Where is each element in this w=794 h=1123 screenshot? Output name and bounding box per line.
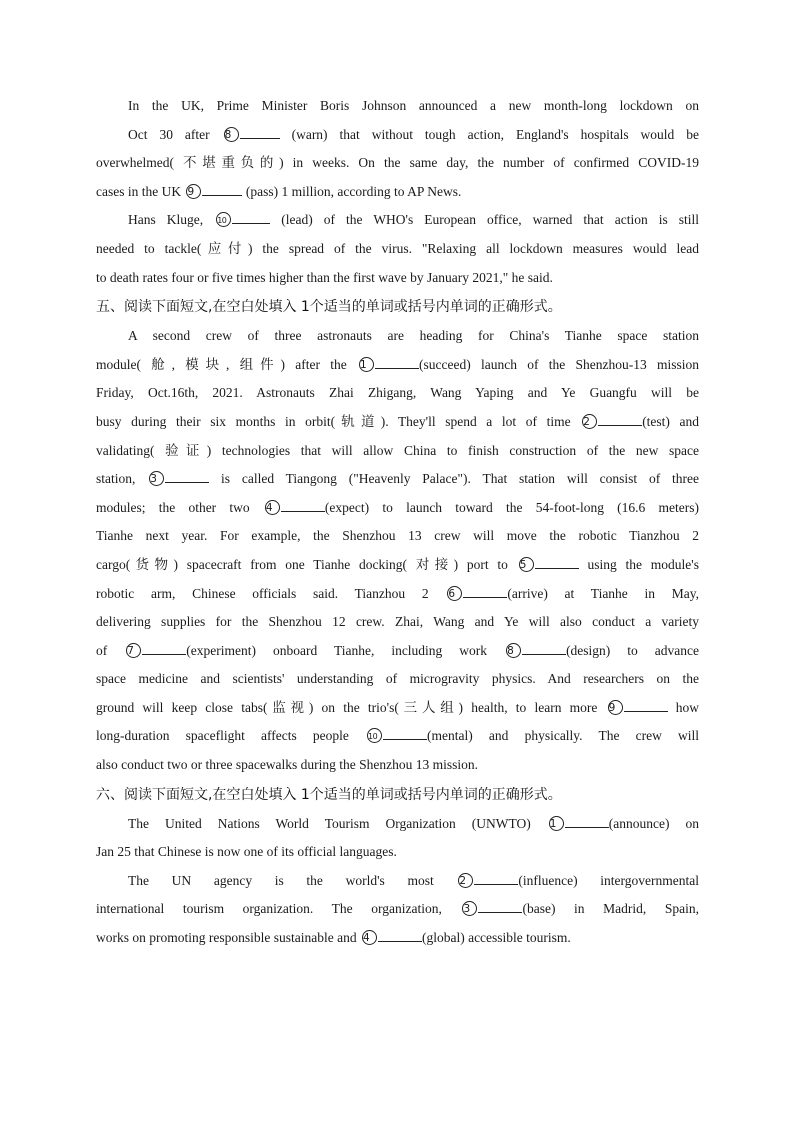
section-5-paragraph [96, 351, 699, 780]
section-6-paragraph-1-cont [96, 838, 699, 867]
text-segment: ground will keep close tabs(监视) on the trio's(三人组) health, to learn more [96, 699, 598, 715]
text-segment: (expect) to launch toward the 54-foot-long (16.6 meters) [324, 499, 700, 515]
paragraph-uk-lockdown [96, 92, 699, 149]
paragraph-who [96, 206, 699, 235]
blank-number-1: 1 [549, 816, 564, 831]
answer-blank-1[interactable] [565, 813, 609, 828]
text-segment: busy during their six months in orbit(轨道). They'll spend a lot of time [96, 413, 571, 429]
text-line [96, 895, 699, 924]
text-segment: (influence) intergovernmental [518, 872, 699, 888]
text-line [96, 465, 699, 494]
worksheet-page [96, 92, 699, 953]
text-line [96, 637, 699, 666]
text-segment: station, [96, 471, 136, 487]
text-line [128, 867, 699, 896]
text-segment: (test) and [642, 413, 700, 429]
text-segment: (pass) 1 million, according to AP News. [245, 183, 462, 199]
section-6-paragraph-1 [96, 810, 699, 839]
text-line: Tianhe next year. For example, the Shenzhou 13 crew will move the robotic Tianzhou 2 [96, 528, 699, 544]
text-line [128, 810, 699, 839]
text-segment: modules; the other two [96, 499, 250, 515]
text-line [96, 694, 699, 723]
answer-blank-9[interactable] [202, 181, 242, 196]
text-segment: cargo(货物) spacecraft from one Tianhe docking( 对接) port to [96, 556, 508, 572]
answer-blank-7[interactable] [142, 640, 186, 655]
text-segment: of [96, 642, 108, 658]
blank-number-2: 2 [458, 873, 473, 888]
paragraph-who-cont [96, 235, 699, 292]
text-line: delivering supplies for the Shenzhou 12 crew. Zhai, Wang and Ye will also conduct a variety [96, 614, 699, 630]
text-segment: using the module's [587, 556, 699, 572]
blank-number-3: 3 [149, 471, 164, 486]
text-line: needed to tackle(应付) the spread of the virus. "Relaxing all lockdown measures would lead [96, 240, 699, 256]
text-line: space medicine and scientists' understanding of microgravity physics. And researchers on the [96, 671, 699, 687]
blank-number-6: 6 [447, 586, 462, 601]
paragraph-uk-lockdown-cont [96, 149, 699, 206]
text-segment: (global) accessible tourism. [421, 930, 571, 946]
text-line [96, 178, 699, 207]
text-line: Jan 25 that Chinese is now one of its official languages. [96, 844, 397, 860]
blank-number-1: 1 [359, 357, 374, 372]
blank-number-5: 5 [519, 557, 534, 572]
blank-number-4: 4 [362, 930, 377, 945]
answer-blank-4[interactable] [378, 927, 422, 942]
section-6-heading: 六、阅读下面短文,在空白处填入 1个适当的单词或括号内单词的正确形式。 [96, 786, 562, 803]
text-line [96, 408, 699, 437]
blank-number-9: 9 [186, 184, 201, 199]
answer-blank-3[interactable] [165, 468, 209, 483]
section-6-paragraph-2-cont [96, 895, 699, 952]
blank-number-8: 8 [224, 127, 239, 142]
section-5-heading: 五、阅读下面短文,在空白处填入 1个适当的单词或括号内单词的正确形式。 [96, 299, 562, 316]
text-line [96, 551, 699, 580]
text-line: also conduct two or three spacewalks during the Shenzhou 13 mission. [96, 757, 479, 773]
text-line [96, 494, 699, 523]
text-segment: The United Nations World Tourism Organization (UNWTO) [128, 815, 531, 831]
text-line [128, 121, 699, 150]
answer-blank-8[interactable] [240, 124, 280, 139]
answer-blank-2[interactable] [474, 870, 518, 885]
blank-number-2: 2 [582, 414, 597, 429]
text-segment: robotic arm, Chinese officials said. Tianzhou 2 [96, 585, 429, 601]
text-line: to death rates four or five times higher than the first wave by January 2021," he said. [96, 269, 553, 285]
answer-blank-2[interactable] [598, 411, 642, 426]
text-line [96, 722, 699, 751]
answer-blank-1[interactable] [375, 354, 419, 369]
answer-blank-5[interactable] [535, 554, 579, 569]
blank-number-7: 7 [126, 643, 141, 658]
text-line [96, 924, 699, 953]
text-line [96, 351, 699, 380]
text-segment: (arrive) at Tianhe in May, [507, 585, 700, 601]
text-segment: Hans Kluge, [128, 212, 204, 228]
answer-blank-6[interactable] [463, 583, 507, 598]
text-segment: (warn) that without tough action, England's hospitals would be [291, 126, 700, 142]
text-segment: Oct 30 after [128, 126, 210, 142]
text-segment: long-duration spaceflight affects people [96, 728, 349, 744]
text-segment: (announce) on [608, 815, 699, 831]
text-line: Friday, Oct.16th, 2021. Astronauts Zhai Zhigang, Wang Yaping and Ye Guangfu will be [96, 385, 699, 401]
answer-blank-10[interactable] [232, 209, 270, 224]
text-line [96, 580, 699, 609]
text-segment: is called Tiangong ("Heavenly Palace"). That station will consist of three [221, 471, 700, 487]
text-segment: module( 舱, 模块, 组件) after the [96, 356, 347, 372]
blank-number-10: 10 [216, 212, 231, 227]
blank-number-10: 10 [367, 728, 382, 743]
text-segment: (design) to advance [566, 642, 700, 658]
text-line: In the UK, Prime Minister Boris Johnson announced a new month-long lockdown on [128, 98, 699, 113]
text-line [128, 206, 699, 235]
blank-number-9: 9 [608, 700, 623, 715]
text-segment: (succeed) launch of the Shenzhou-13 mission [419, 356, 700, 372]
blank-number-8: 8 [506, 643, 521, 658]
text-segment: works on promoting responsible sustainable and [96, 930, 357, 946]
answer-blank-10[interactable] [383, 725, 427, 740]
text-line: validating( 验证) technologies that will allow China to finish construction of the new space [96, 442, 699, 458]
section-5-paragraph-start [96, 322, 699, 351]
answer-blank-4[interactable] [281, 497, 325, 512]
text-segment: how [675, 699, 699, 715]
text-segment: (mental) and physically. The crew will [427, 728, 699, 744]
text-segment: (lead) of the WHO's European office, warned that action is still [281, 212, 700, 228]
blank-number-4: 4 [265, 500, 280, 515]
answer-blank-8[interactable] [522, 640, 566, 655]
text-segment: (base) in Madrid, Spain, [522, 901, 700, 917]
text-segment: international tourism organization. The organization, [96, 901, 442, 917]
text-segment: cases in the UK [96, 183, 182, 199]
text-segment: The UN agency is the world's most [128, 872, 434, 888]
blank-number-3: 3 [462, 901, 477, 916]
text-line: overwhelmed( 不堪重负的) in weeks. On the same day, the number of confirmed COVID-19 [96, 155, 699, 171]
text-segment: (experiment) onboard Tianhe, including work [186, 642, 488, 658]
answer-blank-9[interactable] [624, 697, 668, 712]
section-6-paragraph-2 [96, 867, 699, 896]
text-line: A second crew of three astronauts are heading for China's Tianhe space station [128, 328, 699, 344]
answer-blank-3[interactable] [478, 898, 522, 913]
